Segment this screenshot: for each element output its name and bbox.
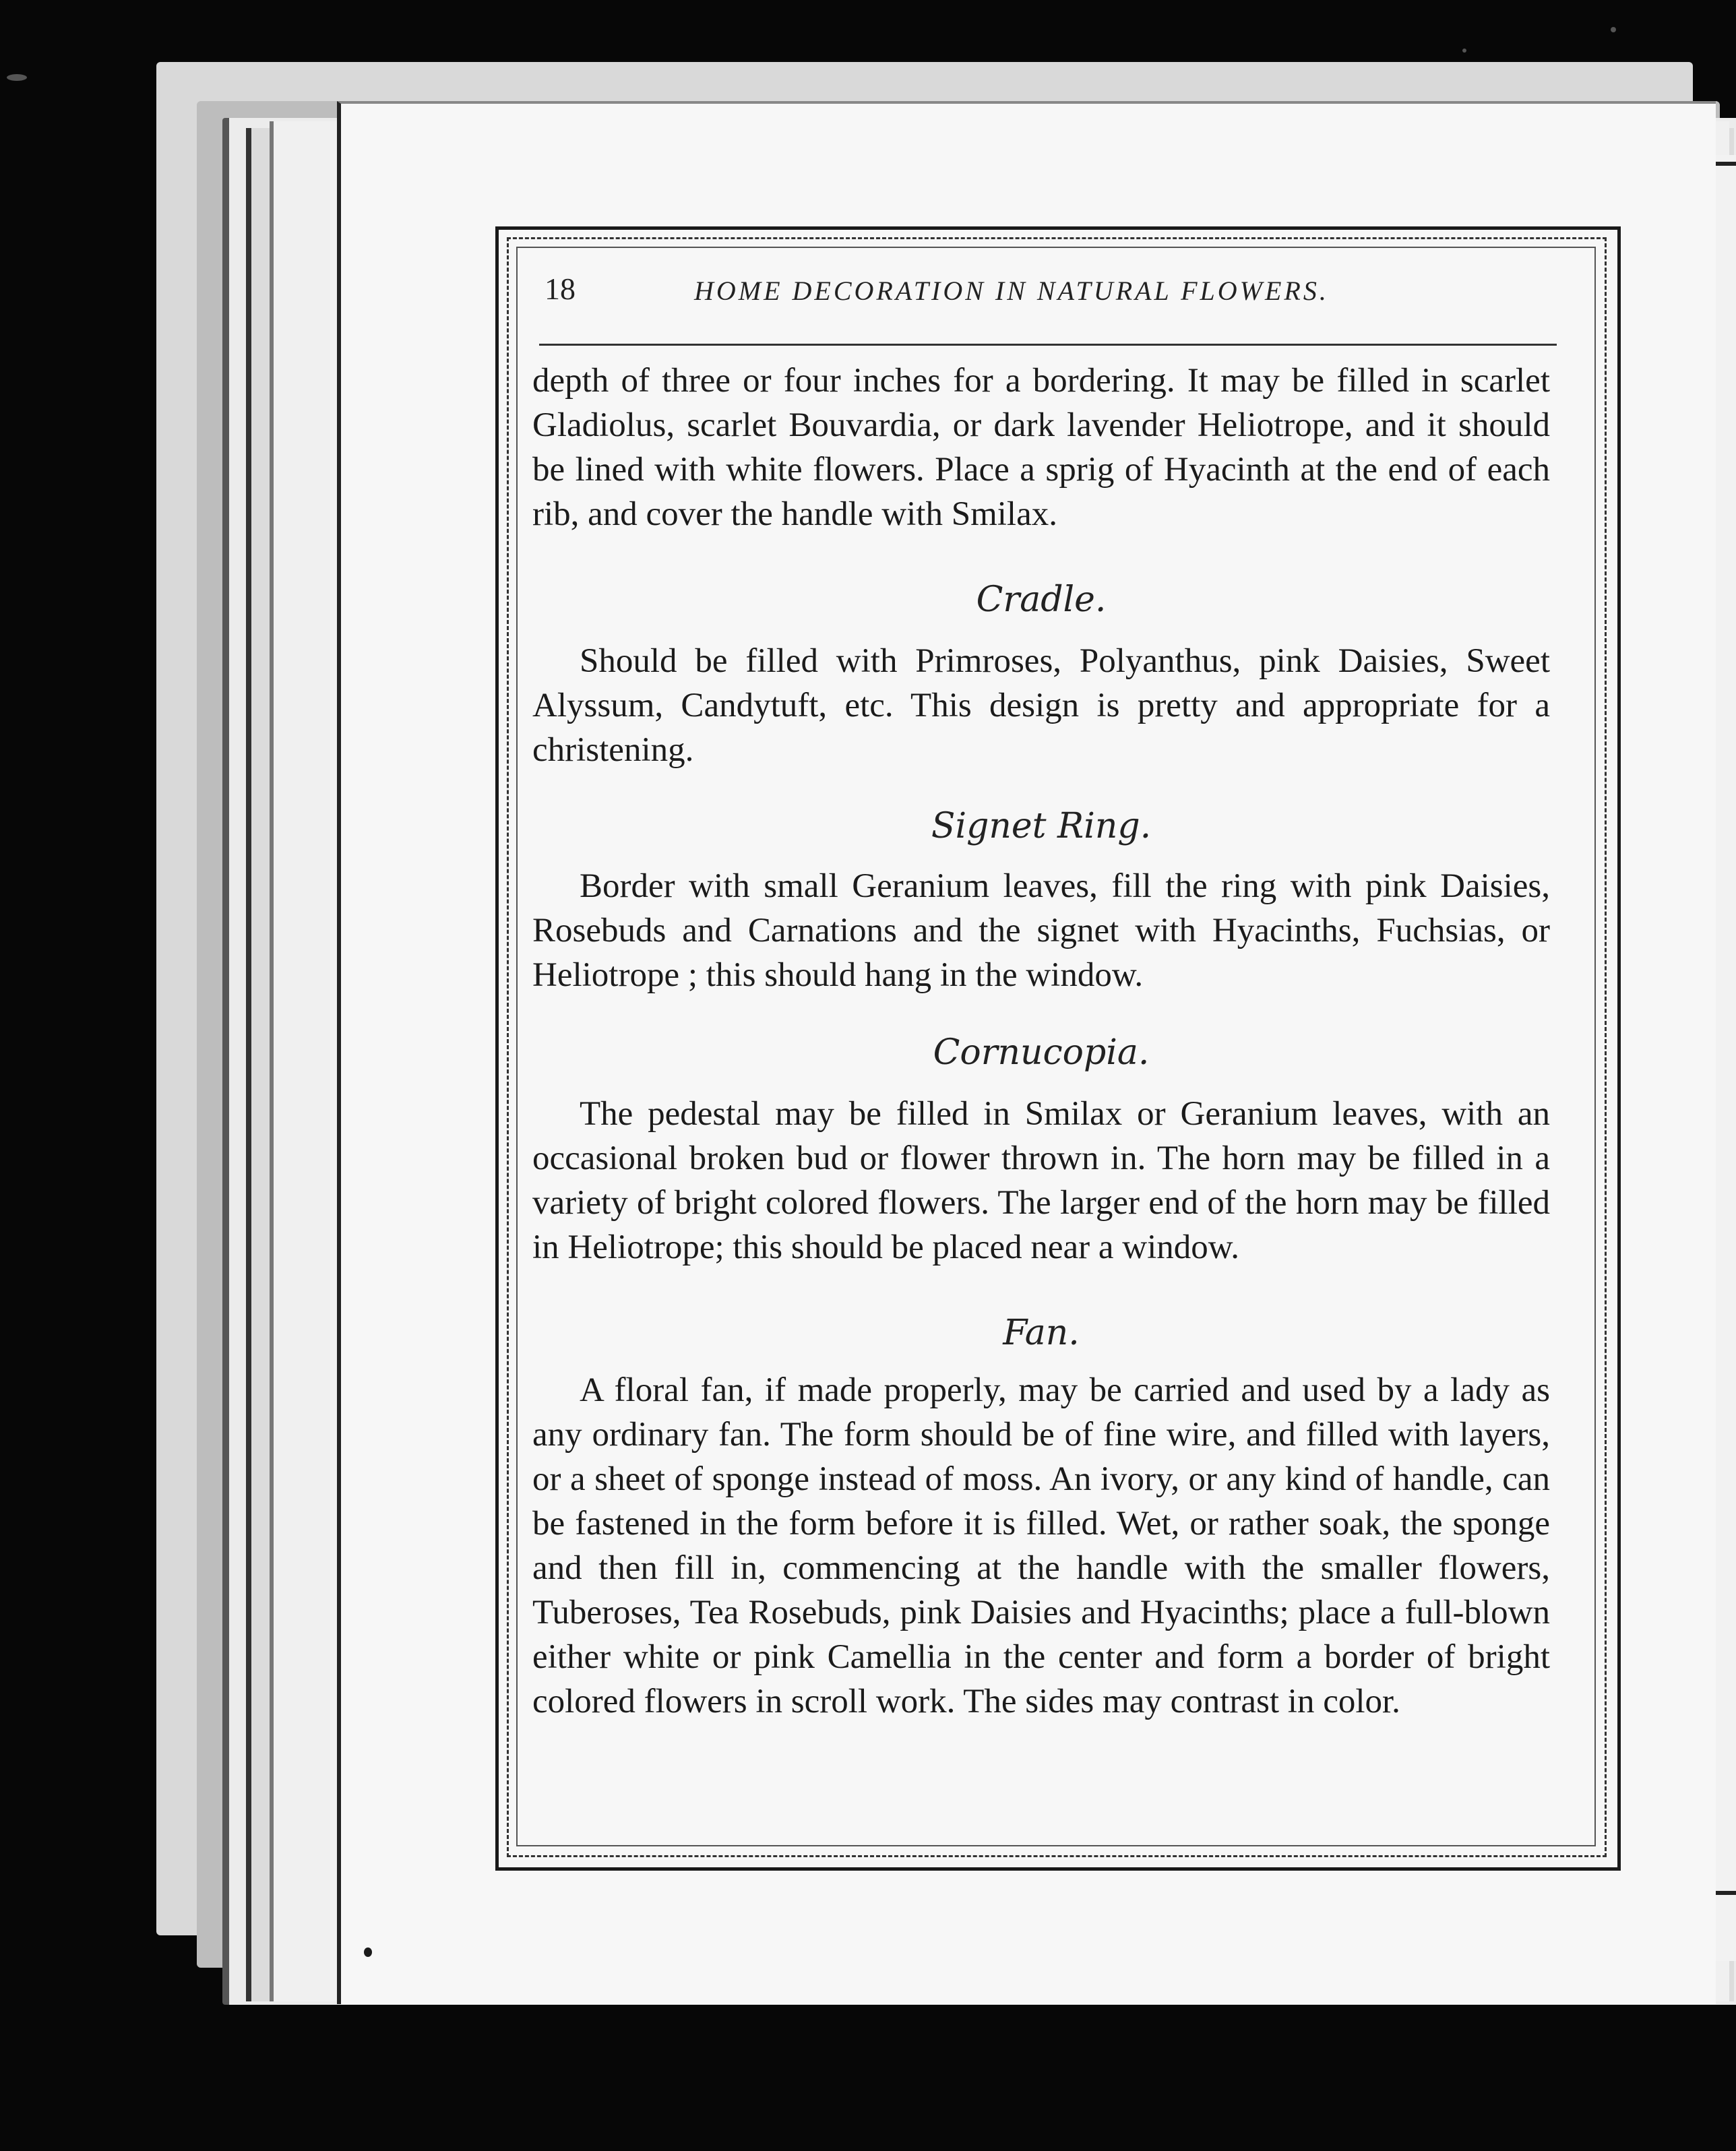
page-number: 18 (545, 272, 576, 306)
ink-dot (364, 1947, 372, 1957)
running-title: HOME DECORATION IN NATURAL FLOWERS. (694, 276, 1329, 306)
scan-speck (7, 74, 27, 81)
section-signet-ring (532, 864, 1550, 997)
paragraph-text: depth of three or four inches for a bordering. It may be filled in scarlet Gladiolus, scarlet Bouvardia, or dark lavender Heliotrope, and it should be lined with white flowers. Place a sprig of Hyacinth at the end of each rib, and cover the handle with Smilax. (532, 362, 1550, 533)
section-title-signet-ring: Signet Ring. (931, 806, 1152, 846)
section-title-cradle: Cradle. (976, 580, 1107, 620)
section-fan (532, 1368, 1550, 1724)
section-cradle (532, 639, 1550, 772)
scan-speck (1611, 27, 1616, 32)
paragraph-text: Should be filled with Primroses, Polyanthus, pink Daisies, Sweet Alyssum, Candytuft, etc. This design is pretty and appropriate for a christening. (532, 642, 1550, 769)
intro-paragraph (532, 358, 1550, 536)
running-head (539, 271, 1577, 318)
header-rule (539, 344, 1557, 346)
section-cornucopia (532, 1092, 1550, 1270)
paragraph-text: The pedestal may be filled in Smilax or Geranium leaves, with an occasional broken bud or flower thrown in. The horn may be filled in a variety of bright colored flowers. The larger end of the horn may be filled in Heliotrope; this should be placed near a window. (532, 1095, 1550, 1266)
paragraph-text: A floral fan, if made properly, may be carried and used by a lady as any ordinary fan. The form should be of fine wire, and filled with layers, or a sheet of sponge instead of moss. An ivory, or any kind of handle, can be fastened in the form before it is filled. Wet, or rather soak, the sponge and then fill in, commencing at the handle with the smaller flowers, Tuberoses, Tea Rosebuds, pink Daisies and Hyacinths; place a full-blown either white or pink Camellia in the center and form a border of bright colored flowers in scroll work. The sides may contrast in color. (532, 1371, 1550, 1720)
section-title-fan: Fan. (1003, 1313, 1080, 1353)
scan-speck (1462, 49, 1466, 53)
section-title-cornucopia: Cornucopia. (933, 1032, 1150, 1073)
paragraph-text: Border with small Geranium leaves, fill the ring with pink Daisies, Rosebuds and Carnations and the signet with Hyacinths, Fuchsias, or Heliotrope ; this should hang in the window. (532, 867, 1550, 994)
